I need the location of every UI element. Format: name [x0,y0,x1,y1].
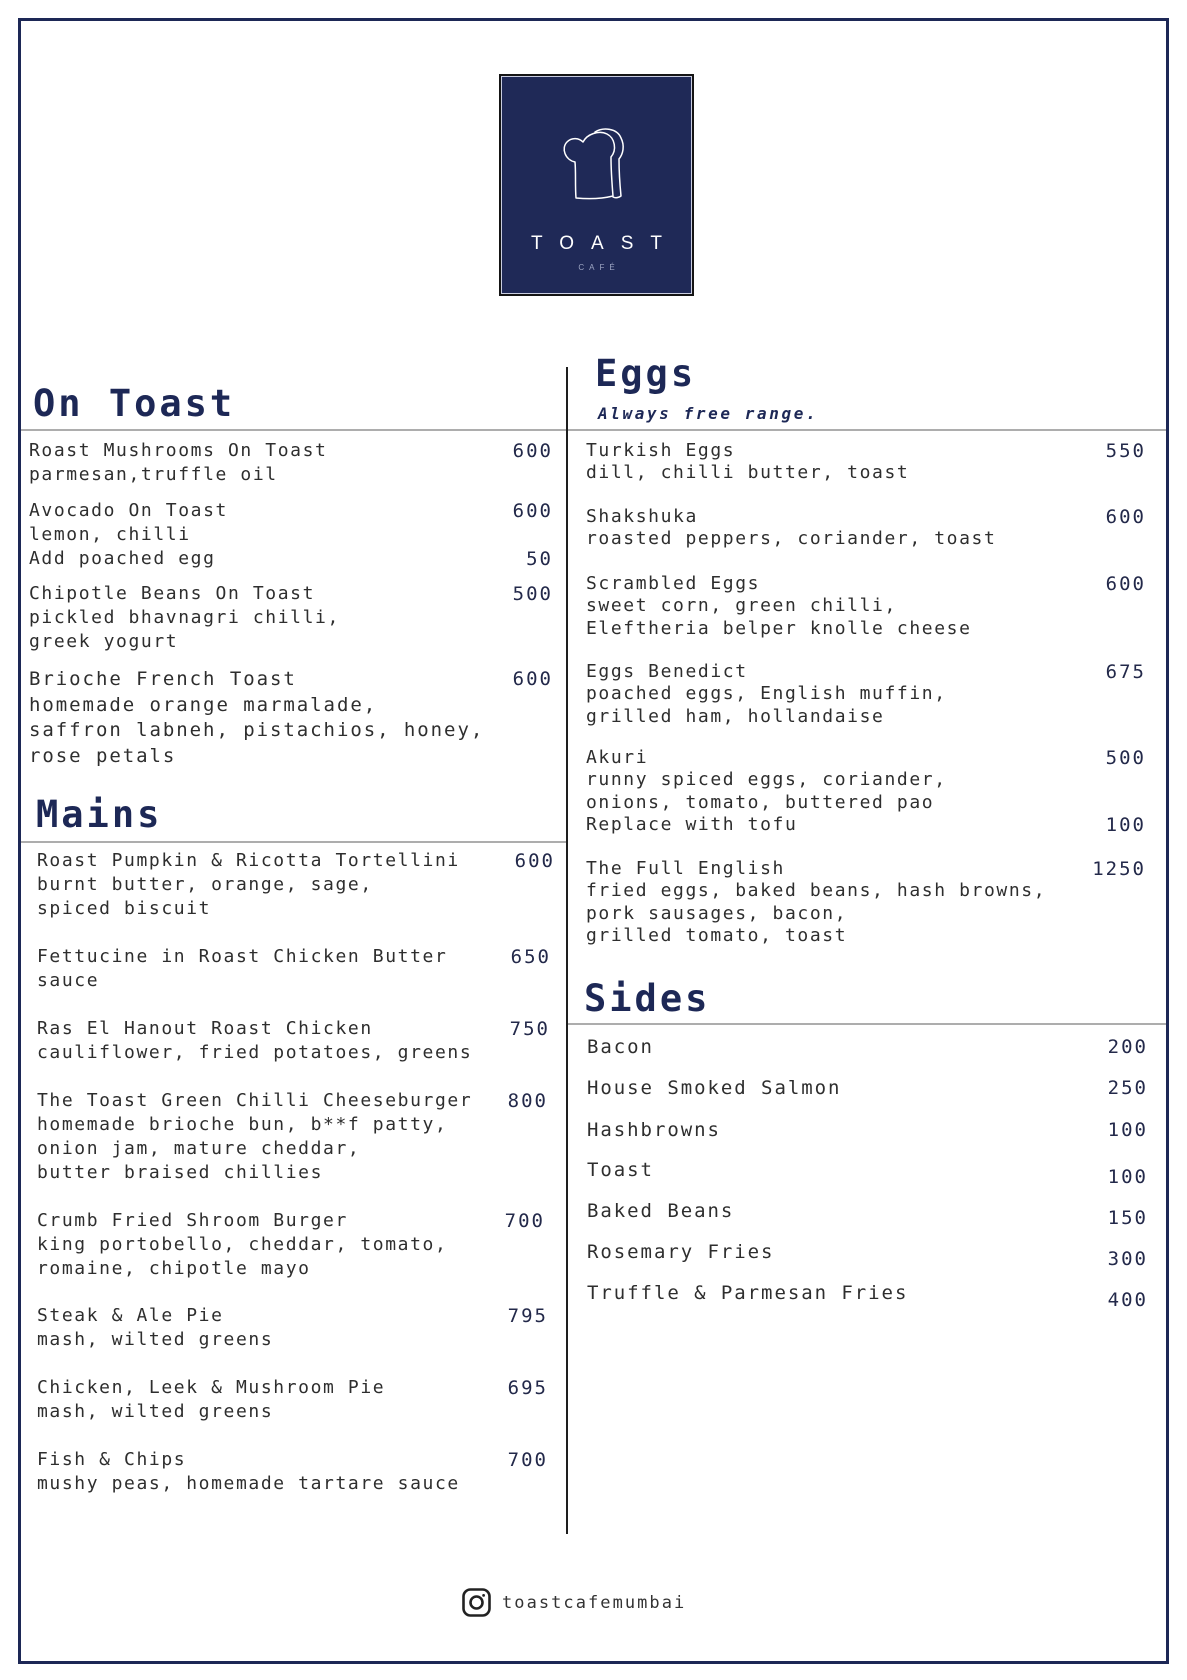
menu-item [586,506,1144,551]
item-description: mushy peas, homemade tartare sauce [37,1473,460,1494]
item-addon [29,547,551,571]
item-name: Chipotle Beans On Toast [29,583,316,604]
menu-item [586,858,1144,947]
item-description: dill, chilli butter, toast [586,462,910,484]
item-description: king portobello, cheddar, tomato, [37,1234,448,1255]
section-title-mains: Mains [36,793,163,836]
addon-label: Add poached egg [29,548,216,569]
menu-item [37,849,555,921]
item-description: fried eggs, baked beans, hash browns, [586,880,1047,902]
item-price: 600 [514,850,555,872]
section-rule [568,1023,1166,1025]
menu-item [29,582,551,654]
item-name: Shakshuka [586,506,698,527]
item-price: 550 [1105,440,1146,462]
menu-item [37,1209,546,1281]
item-description: pork sausages, bacon, [586,902,848,924]
side-item [587,1198,1148,1229]
item-name: Crumb Fried Shroom Burger [37,1210,348,1231]
item-name: Chicken, Leek & Mushroom Pie [37,1377,386,1398]
item-description: runny spiced eggs, coriander, [586,769,947,791]
side-name: Baked Beans [587,1200,735,1222]
item-price: 600 [512,668,553,690]
item-description: Eleftheria belper knolle cheese [586,617,972,639]
menu-item [37,1448,546,1496]
item-description: romaine, chipotle mayo [37,1258,311,1279]
item-description: pickled bhavnagri chilli, [29,607,340,628]
menu-item [586,661,1144,728]
item-name: Steak & Ale Pie [37,1305,224,1326]
item-name: Scrambled Eggs [586,573,761,594]
menu-item [586,747,1144,836]
side-item [587,1157,1148,1188]
side-name: Bacon [587,1036,654,1058]
menu-item [37,945,551,993]
side-price: 150 [1107,1207,1148,1229]
side-price: 100 [1107,1119,1148,1141]
addon-price: 50 [526,548,553,570]
item-description: burnt butter, orange, sage, [37,874,373,895]
item-name: Fettucine in Roast Chicken Butter sauce [37,946,448,991]
item-price: 800 [507,1090,548,1112]
item-description: grilled tomato, toast [586,924,848,946]
item-description: saffron labneh, pistachios, honey, [29,719,485,741]
instagram-handle: toastcafemumbai [502,1593,687,1613]
side-name: House Smoked Salmon [587,1077,842,1099]
section-title-on-toast: On Toast [33,382,236,425]
item-price: 675 [1105,661,1146,683]
instagram-icon [462,1588,491,1617]
section-rule [568,429,1166,431]
item-description: rose petals [29,744,177,767]
menu-item [37,1017,550,1065]
item-price: 600 [1105,506,1146,528]
side-name: Hashbrowns [587,1119,721,1141]
side-item [587,1239,1148,1270]
side-item [587,1280,1148,1311]
section-title-eggs: Eggs [595,352,697,395]
item-description: onions, tomato, buttered pao [586,791,935,813]
brand-name: TOAST [531,233,679,254]
item-name: Brioche French Toast [29,668,297,690]
item-description: grilled ham, hollandaise [586,705,885,727]
toast-slice-icon [557,126,629,206]
item-name: Fish & Chips [37,1449,187,1470]
item-description: greek yogurt [29,631,179,652]
side-item [587,1075,1146,1101]
side-price: 100 [1107,1166,1148,1188]
section-note: Always free range. [598,404,819,423]
menu-item [29,499,551,571]
addon-price: 100 [1105,813,1146,836]
item-description: cauliflower, fried potatoes, greens [37,1042,473,1063]
item-price: 1250 [1092,858,1146,880]
item-description: sweet corn, green chilli, [586,595,897,617]
item-price: 500 [512,583,553,605]
item-description: onion jam, mature cheddar, [37,1138,361,1159]
item-name: Avocado On Toast [29,500,228,521]
item-name: Ras El Hanout Roast Chicken [37,1018,373,1039]
item-price: 600 [512,500,553,522]
item-name: The Toast Green Chilli Cheeseburger [37,1090,473,1111]
section-rule [21,841,566,843]
item-addon [586,814,1144,836]
item-description: butter braised chillies [37,1162,324,1183]
item-price: 750 [509,1018,550,1040]
column-divider [566,367,568,1534]
item-price: 500 [1105,747,1146,769]
item-description: homemade brioche bun, b**f patty, [37,1114,448,1135]
menu-item [37,1376,546,1424]
side-item [587,1034,1146,1060]
brand-subtitle: CAFÉ [578,263,620,272]
menu-item [29,439,551,487]
section-rule [21,429,566,431]
item-price: 600 [512,440,553,462]
addon-label: Replace with tofu [586,813,798,835]
item-description: parmesan,truffle oil [29,464,278,485]
section-title-sides: Sides [584,977,711,1020]
item-description: lemon, chilli [29,524,191,545]
item-price: 700 [504,1210,545,1232]
menu-item [37,1304,546,1352]
item-description: roasted peppers, coriander, toast [586,528,997,550]
item-name: Eggs Benedict [586,661,748,682]
menu-item [37,1089,546,1185]
side-name: Toast [587,1159,654,1181]
item-price: 700 [507,1449,548,1471]
menu-item [29,667,551,769]
item-price: 695 [507,1377,548,1399]
side-price: 250 [1107,1077,1148,1099]
item-description: homemade orange marmalade, [29,693,378,716]
side-name: Truffle & Parmesan Fries [587,1282,909,1304]
item-description: spiced biscuit [37,898,212,919]
side-price: 400 [1107,1289,1148,1311]
item-price: 600 [1105,573,1146,595]
brand-logo [499,74,694,296]
item-name: Roast Pumpkin & Ricotta Tortellini [37,850,460,871]
item-price: 795 [507,1305,548,1327]
side-price: 300 [1107,1248,1148,1270]
item-name: Akuri [586,747,649,768]
side-item [587,1117,1146,1143]
item-description: mash, wilted greens [37,1401,274,1422]
item-description: mash, wilted greens [37,1329,274,1350]
side-price: 200 [1107,1036,1148,1058]
item-name: Turkish Eggs [586,440,736,461]
menu-item [586,440,1144,485]
item-price: 650 [510,946,551,968]
menu-item [586,573,1144,640]
item-description: poached eggs, English muffin, [586,683,947,705]
side-name: Rosemary Fries [587,1241,775,1263]
item-name: The Full English [586,858,785,879]
item-name: Roast Mushrooms On Toast [29,440,328,461]
